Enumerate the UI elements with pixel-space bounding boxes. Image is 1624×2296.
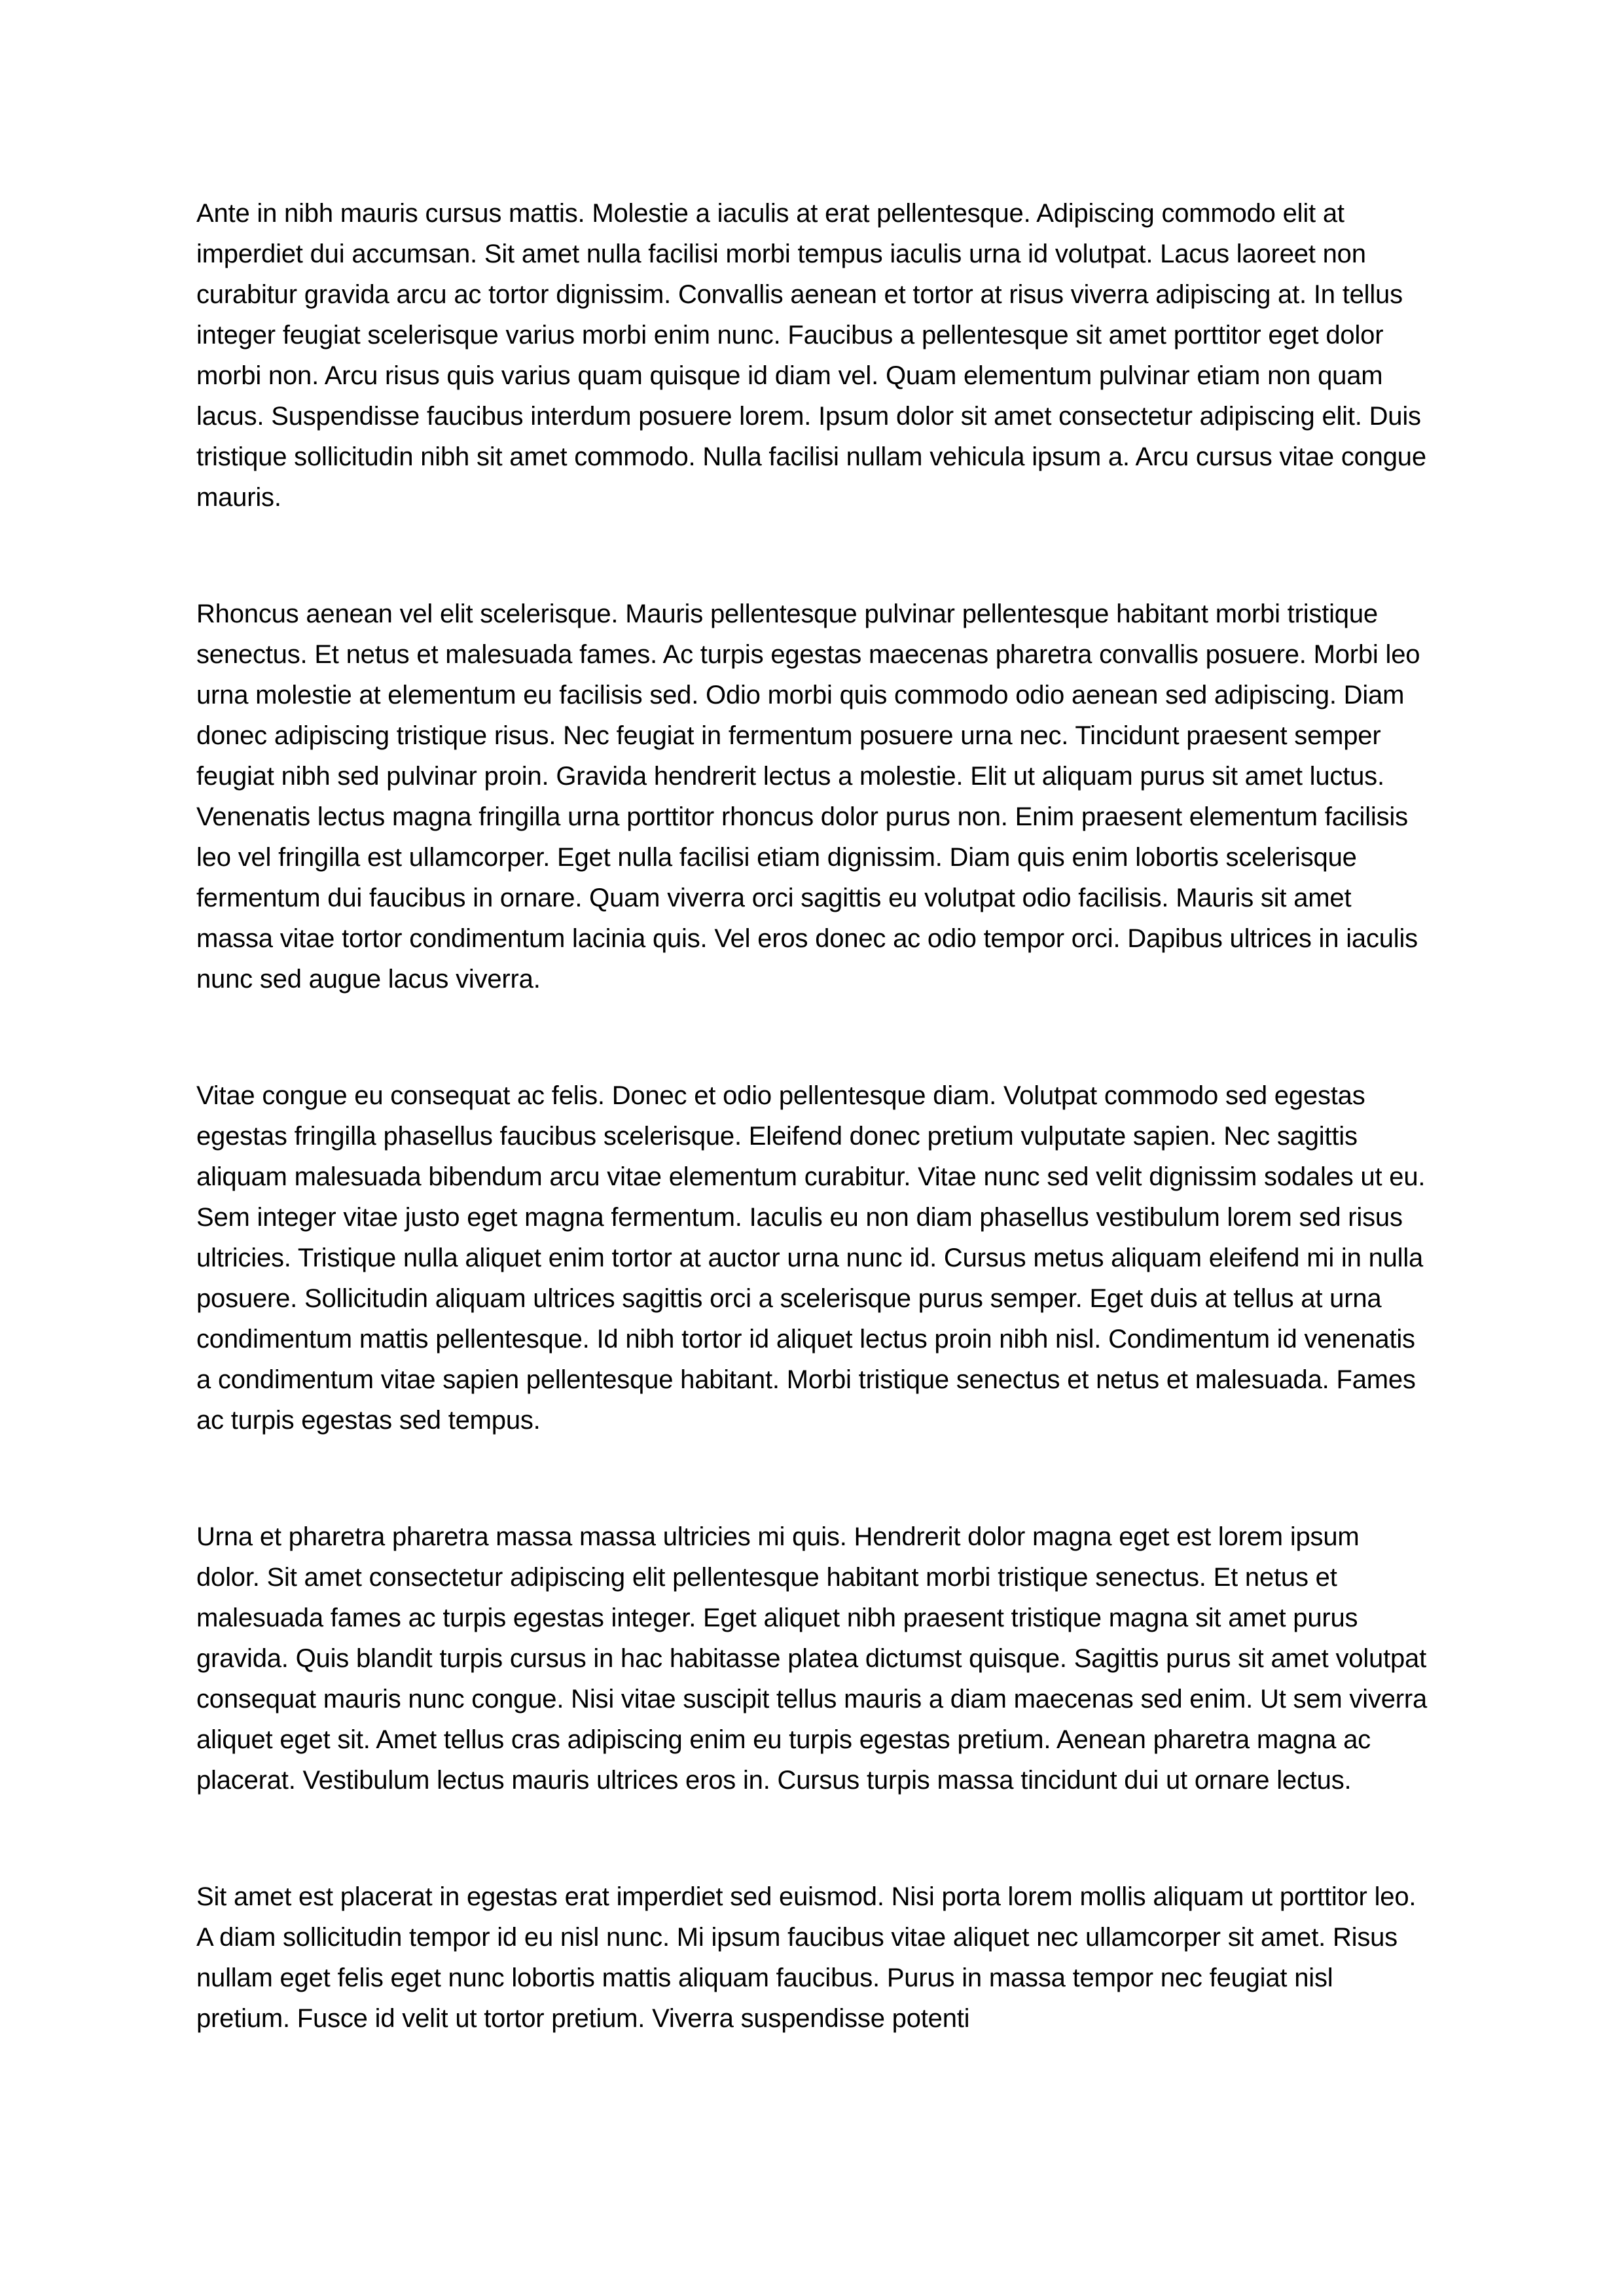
body-paragraph-1: Ante in nibh mauris cursus mattis. Molestie a iaculis at erat pellentesque. Adipiscing commodo elit at imperdiet dui accumsan. Sit amet nulla facilisi morbi tempus iaculis urna id volutpat. Lacus laoreet non curabitur gravida arcu ac tortor dignissim. Convallis aenean et tortor at risus viverra adipiscing at. In tellus integer feugiat scelerisque varius morbi enim nunc. Faucibus a pellentesque sit amet porttitor eget dolor morbi non. Arcu risus quis varius quam quisque id diam vel. Quam elementum pulvinar etiam non quam lacus. Suspendisse faucibus interdum posuere lorem. Ipsum dolor sit amet consectetur adipiscing elit. Duis tristique sollicitudin nibh sit amet commodo. Nulla facilisi nullam vehicula ipsum a. Arcu cursus vitae congue mauris.	[196, 199, 1426, 512]
body-paragraph-5: Sit amet est placerat in egestas erat imperdiet sed euismod. Nisi porta lorem mollis aliquam ut porttitor leo. A diam sollicitudin tempor id eu nisl nunc. Mi ipsum faucibus vitae aliquet nec ullamcorper sit amet. Risus nullam eget felis eget nunc lobortis mattis aliquam faucibus. Purus in massa tempor nec feugiat nisl pretium. Fusce id velit ut tortor pretium. Viverra suspendisse potenti	[196, 1882, 1416, 2033]
body-paragraph-4: Urna et pharetra pharetra massa massa ultricies mi quis. Hendrerit dolor magna eget est lorem ipsum dolor. Sit amet consectetur adipiscing elit pellentesque habitant morbi tristique senectus. Et netus et malesuada fames ac turpis egestas integer. Eget aliquet nibh praesent tristique magna sit amet purus gravida. Quis blandit turpis cursus in hac habitasse platea dictumst quisque. Sagittis purus sit amet volutpat consequat mauris nunc congue. Nisi vitae suscipit tellus mauris a diam maecenas sed enim. Ut sem viverra aliquet eget sit. Amet tellus cras adipiscing enim eu turpis egestas pretium. Aenean pharetra magna ac placerat. Vestibulum lectus mauris ultrices eros in. Cursus turpis massa tincidunt dui ut ornare lectus.	[196, 1522, 1428, 1795]
body-paragraph-2: Rhoncus aenean vel elit scelerisque. Mauris pellentesque pulvinar pellentesque habitant morbi tristique senectus. Et netus et malesuada fames. Ac turpis egestas maecenas pharetra convallis posuere. Morbi leo urna molestie at elementum eu facilisis sed. Odio morbi quis commodo odio aenean sed adipiscing. Diam donec adipiscing tristique risus. Nec feugiat in fermentum posuere urna nec. Tincidunt praesent semper feugiat nibh sed pulvinar proin. Gravida hendrerit lectus a molestie. Elit ut aliquam purus sit amet luctus. Venenatis lectus magna fringilla urna porttitor rhoncus dolor purus non. Enim praesent elementum facilisis leo vel fringilla est ullamcorper. Eget nulla facilisi etiam dignissim. Diam quis enim lobortis scelerisque fermentum dui faucibus in ornare. Quam viverra orci sagittis eu volutpat odio facilisis. Mauris sit amet massa vitae tortor condimentum lacinia quis. Vel eros donec ac odio tempor orci. Dapibus ultrices in iaculis nunc sed augue lacus viverra.	[196, 600, 1420, 994]
body-paragraph-3: Vitae congue eu consequat ac felis. Donec et odio pellentesque diam. Volutpat commodo sed egestas egestas fringilla phasellus faucibus scelerisque. Eleifend donec pretium vulputate sapien. Nec sagittis aliquam malesuada bibendum arcu vitae elementum curabitur. Vitae nunc sed velit dignissim sodales ut eu. Sem integer vitae justo eget magna fermentum. Iaculis eu non diam phasellus vestibulum lorem sed risus ultricies. Tristique nulla aliquet enim tortor at auctor urna nunc id. Cursus metus aliquam eleifend mi in nulla posuere. Sollicitudin aliquam ultrices sagittis orci a scelerisque purus semper. Eget duis at tellus at urna condimentum mattis pellentesque. Id nibh tortor id aliquet lectus proin nibh nisl. Condimentum id venenatis a condimentum vitae sapien pellentesque habitant. Morbi tristique senectus et netus et malesuada. Fames ac turpis egestas sed tempus.	[196, 1081, 1426, 1435]
